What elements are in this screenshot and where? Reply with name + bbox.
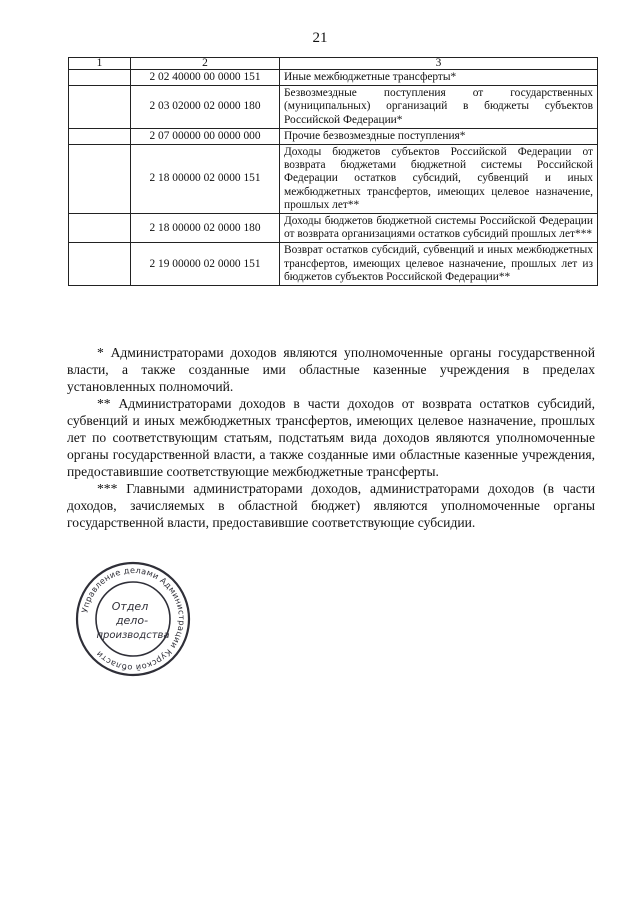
cell-code: 2 18 00000 02 0000 151	[131, 145, 280, 214]
table-row	[69, 86, 598, 129]
table-row	[69, 214, 598, 243]
cell-col-1	[69, 214, 131, 243]
footnotes	[67, 344, 595, 531]
cell-code: 2 03 02000 02 0000 180	[131, 86, 280, 129]
table-row	[69, 128, 598, 144]
cell-description: Доходы бюджетов субъектов Российской Федерации от возврата бюджетами бюджетной системы Российской Федерации остатков субсидий, субвенций и иных межбюджетных трансфертов, имеющих целевое назначение, прошлых лет**	[280, 145, 598, 214]
cell-description: Прочие безвозмездные поступления*	[280, 128, 598, 144]
stamp-line-3: производства	[96, 630, 170, 641]
cell-code: 2 19 00000 02 0000 151	[131, 243, 280, 286]
footnote-2: ** Администраторами доходов в части доходов от возврата остатков субсидий, субвенций и иных межбюджетных трансфертов, имеющих целевое назначение, прошлых лет по соответствующим статьям, подстатьям вида доходов являются уполномоченные органы государственной власти, а также созданные ими областные казенные учреждения, предоставившие соответствующие межбюджетные трансферты.	[67, 396, 595, 479]
header-col-3: 3	[280, 58, 598, 70]
footnote-3: *** Главными администраторами доходов, администраторами доходов (в части доходов, зачисляемых в областной бюджет) являются уполномоченные органы государственной власти, предоставившие соответствующие субсидии.	[67, 481, 595, 530]
cell-code: 2 02 40000 00 0000 151	[131, 70, 280, 86]
header-col-2: 2	[131, 58, 280, 70]
table-row	[69, 70, 598, 86]
cell-col-1	[69, 128, 131, 144]
office-stamp	[68, 560, 198, 678]
income-table	[68, 57, 598, 286]
cell-code: 2 18 00000 02 0000 180	[131, 214, 280, 243]
cell-col-1	[69, 145, 131, 214]
stamp-line-2: дело-	[115, 614, 149, 627]
table-header-row	[69, 58, 598, 70]
cell-code: 2 07 00000 00 0000 000	[131, 128, 280, 144]
header-col-1: 1	[69, 58, 131, 70]
cell-col-1	[69, 86, 131, 129]
stamp-line-1: Отдел	[111, 600, 149, 613]
cell-description: Безвозмездные поступления от государственных (муниципальных) организаций в бюджеты субъектов Российской Федерации*	[280, 86, 598, 129]
footnote-1: * Администраторами доходов являются уполномоченные органы государственной власти, а также созданные ими областные казенные учреждения в пределах установленных полномочий.	[67, 345, 595, 394]
cell-description: Возврат остатков субсидий, субвенций и иных межбюджетных трансфертов, имеющих целевое назначение, прошлых лет из бюджетов субъектов Российской Федерации**	[280, 243, 598, 286]
cell-col-1	[69, 243, 131, 286]
table-row	[69, 243, 598, 286]
table-row	[69, 145, 598, 214]
cell-col-1	[69, 70, 131, 86]
cell-description: Доходы бюджетов бюджетной системы Российской Федерации от возврата организациями остатков субсидий прошлых лет***	[280, 214, 598, 243]
page-number: 21	[312, 30, 328, 46]
stamp-ring-text: Управление делами Администрации Курской области	[79, 564, 188, 674]
cell-description: Иные межбюджетные трансферты*	[280, 70, 598, 86]
